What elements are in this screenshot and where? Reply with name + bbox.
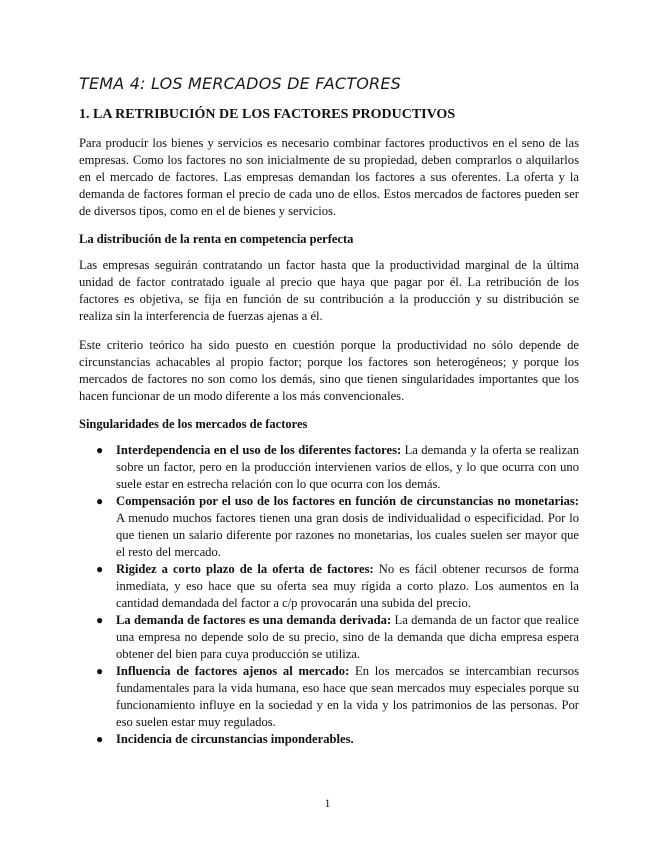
list-item (79, 731, 579, 748)
paragraph-marginal-productivity: Las empresas seguirán contratando un factor hasta que la productividad marginal de la última unidad de factor contratado iguale al precio que haya que pagar por él. La retribución de los factores es objetiva, se fija en función de su contribución a la producción y su distribución se realiza sin la interferencia de fuerzas ajenas a él. (79, 258, 579, 323)
bullet-icon: ● (96, 494, 104, 508)
list-item-term: Influencia de factores ajenos al mercado: (116, 664, 350, 678)
list-item-text: No es fácil obtener recursos de forma inmediata, y eso hace que su oferta sea muy rígida a corto plazo. Los aumentos en la cantidad demandada del factor a c/p provocarán una subida del precio. (116, 562, 579, 610)
list-item (79, 612, 579, 663)
singularities-list (79, 442, 579, 748)
list-item-text: En los mercados se intercambian recursos fundamentales para la vida humana, eso hace que sean mercados muy especiales porque su funcionamiento influye en la sociedad y en la vida y los patrimonios de las personas. Por eso suelen estar muy regulados. (116, 664, 579, 729)
bullet-icon: ● (96, 562, 104, 576)
list-item (79, 493, 579, 561)
topic-title: TEMA 4: LOS MERCADOS DE FACTORES (79, 74, 401, 93)
list-item-term: Compensación por el uso de los factores en función de circunstancias no monetarias: (116, 494, 579, 508)
bullet-icon: ● (96, 664, 104, 678)
list-item-text: La demanda de un factor que realice una empresa no depende solo de su precio, sino de la demanda que dicha empresa espera obtener del bien para cuya producción se utiliza. (116, 613, 579, 661)
bullet-icon: ● (96, 443, 104, 457)
page-content (79, 74, 579, 748)
bullet-icon: ● (96, 732, 104, 746)
subheading-income-distribution: La distribución de la renta en competencia perfecta (79, 232, 354, 246)
section-heading: 1. LA RETRIBUCIÓN DE LOS FACTORES PRODUCTIVOS (79, 107, 456, 122)
subheading-singularities: Singularidades de los mercados de factores (79, 417, 308, 431)
list-item (79, 663, 579, 731)
intro-paragraph: Para producir los bienes y servicios es necesario combinar factores productivos en el seno de las empresas. Como los factores no son inicialmente de su propiedad, deben comprarlos o alquilarlos en el mercado de factores. Las empresas demandan los factores a sus oferentes. La oferta y la demanda de factores forman el precio de cada uno de ellos. Estos mercados de factores pueden ser de diversos tipos, como en el de bienes y servicios. (79, 136, 579, 218)
list-item-term: Incidencia de circunstancias imponderables. (116, 732, 354, 746)
list-item-term: Interdependencia en el uso de los diferentes factores: (116, 443, 402, 457)
list-item (79, 442, 579, 493)
list-item-term: La demanda de factores es una demanda derivada: (116, 613, 392, 627)
list-item-text: La demanda y la oferta se realizan sobre un factor, pero en la producción intervienen varios de ellos, y lo que ocurra con uno suele estar en estrecha relación con lo que ocurra con los demás. (116, 443, 579, 491)
paragraph-theoretical-criterion: Este criterio teórico ha sido puesto en cuestión porque la productividad no sólo depende de circunstancias achacables al propio factor; porque los factores son heterogéneos; y porque los mercados de factores no son como los demás, sino que tienen singularidades importantes que los hacen funcionar de un modo diferente a los más convencionales. (79, 338, 579, 403)
list-item-term: Rigidez a corto plazo de la oferta de factores: (116, 562, 374, 576)
bullet-icon: ● (96, 613, 104, 627)
list-item (79, 561, 579, 612)
page-number: 1 (324, 796, 331, 810)
list-item-text: A menudo muchos factores tienen una gran dosis de individualidad o especificidad. Por lo que tienen un salario diferente por razones no monetarias, los cuales suelen ser mayor que el resto del mercado. (116, 511, 579, 559)
